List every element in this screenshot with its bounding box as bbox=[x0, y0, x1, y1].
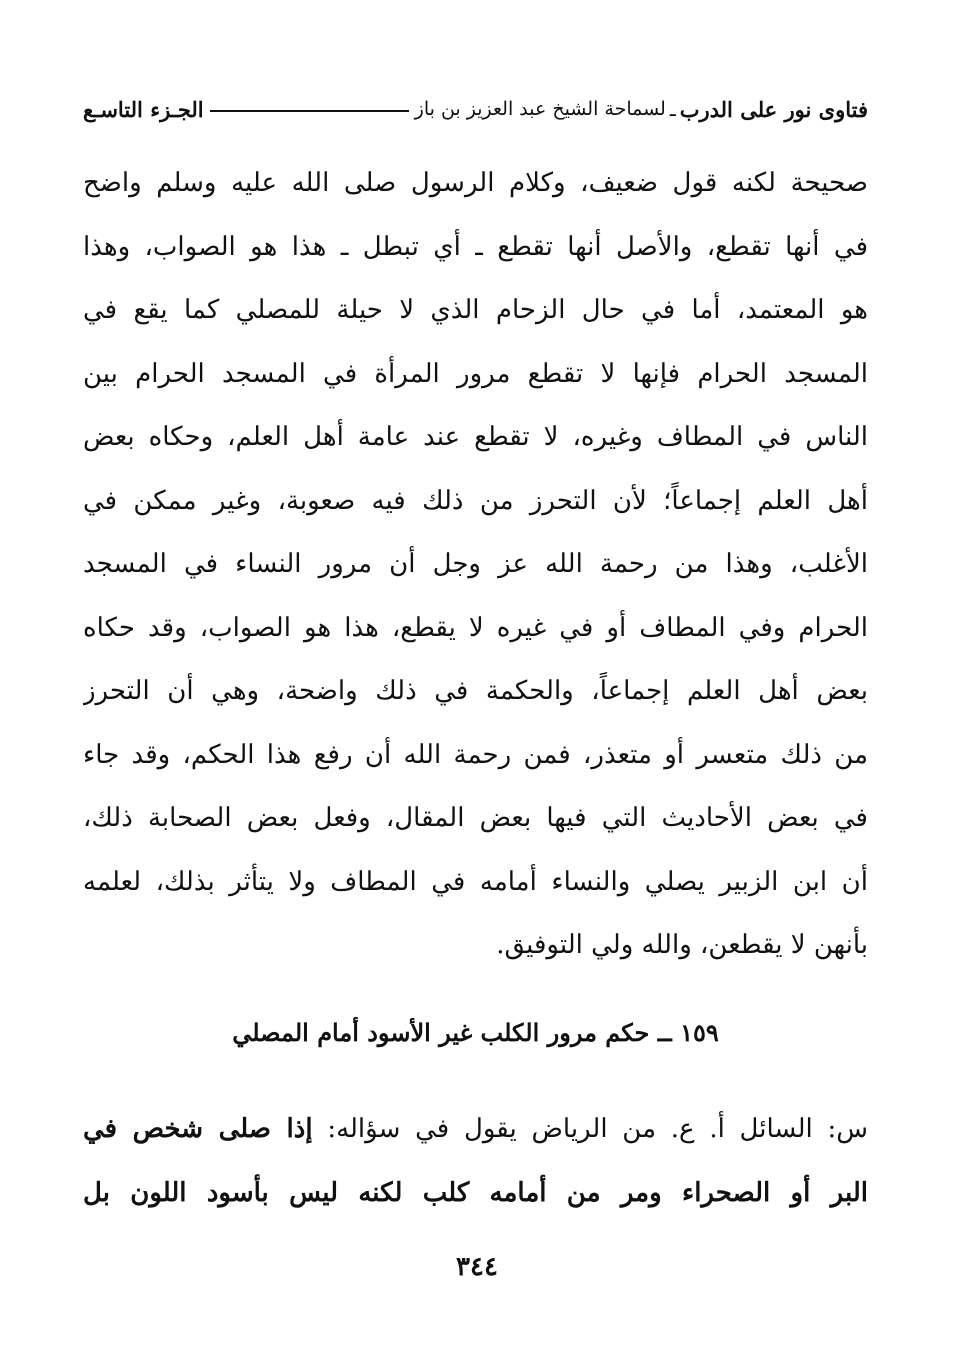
text-line: في أنها تقطع، والأصل أنها تقطع ـ أي تبطل ـ هذا هو الصواب، وهذا bbox=[83, 231, 868, 262]
text-line: في بعض الأحاديث التي فيها بعض المقال، وفعل بعض الصحابة ذلك، bbox=[83, 803, 868, 833]
text-line: أن ابن الزبير يصلي والنساء أمامه في المطاف ولا يتأثر بذلك، لعلمه bbox=[83, 866, 868, 897]
author-name: لسماحة الشيخ عبد العزيز بن باز bbox=[414, 98, 666, 120]
question-line: البر أو الصحراء ومر من أمامه كلب لكنه ليس بأسود اللون بل bbox=[83, 1177, 868, 1208]
book-title: فتاوى نور على الدرب bbox=[679, 96, 868, 122]
answer-paragraph bbox=[83, 152, 868, 978]
text-line: صحيحة لكنه قول ضعيف، وكلام الرسول صلى الله عليه وسلم واضح bbox=[83, 168, 868, 198]
text-line: بعض أهل العلم إجماعاً، والحكمة في ذلك واضحة، وهي أن التحرز bbox=[83, 676, 868, 706]
text-line: هو المعتمد، أما في حال الزحام الذي لا حيلة للمصلي كما يقع في bbox=[83, 295, 868, 325]
text-line-last: بأنهن لا يقطعن، والله ولي التوفيق. bbox=[496, 930, 868, 960]
question-paragraph bbox=[83, 1098, 868, 1225]
question-prefix: س: السائل أ. ع. من الرياض يقول في سؤاله: bbox=[327, 1114, 868, 1144]
question-line bbox=[83, 1098, 868, 1162]
question-text: إذا صلى شخص في bbox=[83, 1114, 313, 1144]
text-line: من ذلك متعسر أو متعذر، فمن رحمة الله أن رفع هذا الحكم، وقد جاء bbox=[83, 739, 868, 770]
volume-label: الجـزء التاسـع bbox=[83, 96, 204, 122]
header-separator: ـ bbox=[669, 97, 676, 121]
text-line: الحرام وفي المطاف أو في غيره لا يقطع، هذا هو الصواب، وقد حكاه bbox=[83, 612, 868, 643]
section-heading: ١٥٩ ــ حكم مرور الكلب غير الأسود أمام المصلي bbox=[232, 1018, 719, 1047]
running-header bbox=[83, 92, 868, 126]
text-line: أهل العلم إجماعاً؛ لأن التحرز من ذلك فيه صعوبة، وغير ممكن في bbox=[83, 485, 868, 516]
page-number: ٣٤٤ bbox=[456, 1252, 498, 1282]
text-line: المسجد الحرام فإنها لا تقطع مرور المرأة في المسجد الحرام بين bbox=[83, 358, 868, 389]
text-line: الناس في المطاف وغيره، لا تقطع عند عامة أهل العلم، وحكاه بعض bbox=[83, 422, 868, 452]
header-rule bbox=[210, 110, 409, 112]
text-line: الأغلب، وهذا من رحمة الله عز وجل أن مرور النساء في المسجد bbox=[83, 549, 868, 579]
